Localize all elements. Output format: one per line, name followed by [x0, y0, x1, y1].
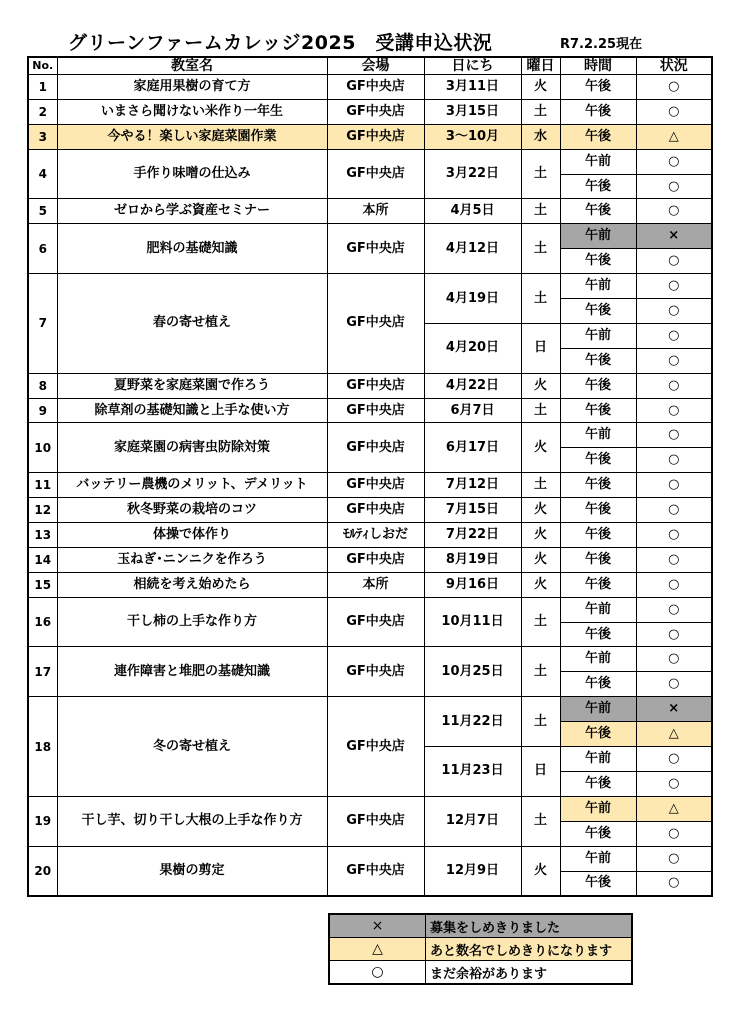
- course-time: 午前: [560, 149, 636, 174]
- course-venue: ﾓﾙﾃｨしおだ: [327, 523, 424, 548]
- status-mark: ○: [636, 572, 712, 597]
- course-weekday: 火: [521, 523, 560, 548]
- course-venue: GF中央店: [327, 274, 424, 374]
- course-date: 3～10月: [424, 124, 521, 149]
- legend-row: [329, 961, 632, 985]
- course-name: 手作り味噌の仕込み: [57, 149, 327, 199]
- course-date: 3月15日: [424, 99, 521, 124]
- table-row: [28, 498, 712, 523]
- course-name: 秋冬野菜の栽培のコツ: [57, 498, 327, 523]
- course-date: 4月20日: [424, 323, 521, 373]
- course-time: 午後: [560, 398, 636, 423]
- course-weekday: 土: [521, 274, 560, 324]
- course-date: 7月12日: [424, 473, 521, 498]
- course-date: 6月7日: [424, 398, 521, 423]
- course-name: 今やる！楽しい家庭菜園作業: [57, 124, 327, 149]
- header-status: 状況: [636, 57, 712, 75]
- course-no: 4: [28, 149, 57, 199]
- course-venue: GF中央店: [327, 224, 424, 274]
- course-date: 4月12日: [424, 224, 521, 274]
- table-row: [28, 846, 712, 871]
- course-date: 12月7日: [424, 796, 521, 846]
- table-row: [28, 572, 712, 597]
- course-date: 4月19日: [424, 274, 521, 324]
- table-row: [28, 75, 712, 100]
- legend-body: [329, 914, 632, 984]
- table-row: [28, 523, 712, 548]
- course-weekday: 火: [521, 846, 560, 896]
- course-name: 肥料の基礎知識: [57, 224, 327, 274]
- course-weekday: 火: [521, 423, 560, 473]
- status-mark: ○: [636, 398, 712, 423]
- course-time: 午後: [560, 498, 636, 523]
- course-time: 午後: [560, 473, 636, 498]
- header-weekday: 曜日: [521, 57, 560, 75]
- table-row: [28, 274, 712, 299]
- course-time: 午後: [560, 199, 636, 224]
- course-no: 11: [28, 473, 57, 498]
- course-weekday: 土: [521, 199, 560, 224]
- status-mark: △: [636, 124, 712, 149]
- course-time: 午前: [560, 274, 636, 299]
- legend-symbol: △: [329, 938, 426, 961]
- schedule-table: [27, 56, 713, 897]
- course-date: 4月5日: [424, 199, 521, 224]
- course-weekday: 火: [521, 373, 560, 398]
- course-time: 午後: [560, 572, 636, 597]
- course-venue: GF中央店: [327, 99, 424, 124]
- table-row: [28, 473, 712, 498]
- course-date: 7月22日: [424, 523, 521, 548]
- status-mark: ○: [636, 597, 712, 622]
- table-row: [28, 99, 712, 124]
- course-date: 3月22日: [424, 149, 521, 199]
- course-time: 午後: [560, 174, 636, 199]
- course-weekday: 水: [521, 124, 560, 149]
- course-time: 午後: [560, 722, 636, 747]
- status-mark: ○: [636, 249, 712, 274]
- course-name: 相続を考え始めたら: [57, 572, 327, 597]
- status-mark: ○: [636, 448, 712, 473]
- course-no: 14: [28, 547, 57, 572]
- course-venue: GF中央店: [327, 373, 424, 398]
- course-weekday: 火: [521, 498, 560, 523]
- course-date: 10月25日: [424, 647, 521, 697]
- course-name: 干し柿の上手な作り方: [57, 597, 327, 647]
- course-name: 家庭用果樹の育て方: [57, 75, 327, 100]
- table-row: [28, 199, 712, 224]
- status-mark: ○: [636, 274, 712, 299]
- legend-text: まだ余裕があります: [426, 961, 633, 985]
- course-weekday: 土: [521, 149, 560, 199]
- course-venue: GF中央店: [327, 75, 424, 100]
- course-weekday: 土: [521, 473, 560, 498]
- course-time: 午前: [560, 846, 636, 871]
- course-venue: 本所: [327, 199, 424, 224]
- course-date: 7月15日: [424, 498, 521, 523]
- course-time: 午後: [560, 771, 636, 796]
- course-venue: GF中央店: [327, 423, 424, 473]
- page-title: グリーンファームカレッジ2025 受講申込状況: [68, 32, 493, 54]
- status-mark: ○: [636, 373, 712, 398]
- course-time: 午前: [560, 224, 636, 249]
- course-weekday: 土: [521, 224, 560, 274]
- course-time: 午前: [560, 647, 636, 672]
- status-mark: ○: [636, 99, 712, 124]
- status-mark: ○: [636, 348, 712, 373]
- course-time: 午後: [560, 871, 636, 896]
- course-time: 午前: [560, 697, 636, 722]
- header-venue: 会場: [327, 57, 424, 75]
- table-row: [28, 373, 712, 398]
- course-no: 19: [28, 796, 57, 846]
- legend-table: [328, 913, 633, 985]
- course-name: 家庭菜園の病害虫防除対策: [57, 423, 327, 473]
- table-row: [28, 398, 712, 423]
- status-mark: ○: [636, 747, 712, 772]
- status-mark: ○: [636, 871, 712, 896]
- course-time: 午後: [560, 523, 636, 548]
- course-venue: GF中央店: [327, 647, 424, 697]
- course-weekday: 火: [521, 572, 560, 597]
- course-time: 午後: [560, 299, 636, 324]
- course-no: 20: [28, 846, 57, 896]
- status-mark: ×: [636, 697, 712, 722]
- course-no: 18: [28, 697, 57, 797]
- course-weekday: 土: [521, 99, 560, 124]
- course-time: 午後: [560, 75, 636, 100]
- course-no: 1: [28, 75, 57, 100]
- course-name: いまさら聞けない米作り一年生: [57, 99, 327, 124]
- course-no: 16: [28, 597, 57, 647]
- course-venue: GF中央店: [327, 796, 424, 846]
- course-date: 12月9日: [424, 846, 521, 896]
- header-time: 時間: [560, 57, 636, 75]
- course-venue: GF中央店: [327, 547, 424, 572]
- course-no: 6: [28, 224, 57, 274]
- course-no: 2: [28, 99, 57, 124]
- table-row: [28, 796, 712, 821]
- legend-row: [329, 914, 632, 938]
- course-name: 連作障害と堆肥の基礎知識: [57, 647, 327, 697]
- status-mark: ○: [636, 647, 712, 672]
- course-date: 11月23日: [424, 747, 521, 797]
- course-date: 4月22日: [424, 373, 521, 398]
- course-time: 午後: [560, 249, 636, 274]
- legend-row: [329, 938, 632, 961]
- course-date: 9月16日: [424, 572, 521, 597]
- course-name: ゼロから学ぶ資産セミナー: [57, 199, 327, 224]
- course-time: 午後: [560, 547, 636, 572]
- course-name: 干し芋、切り干し大根の上手な作り方: [57, 796, 327, 846]
- status-mark: ○: [636, 622, 712, 647]
- status-mark: ○: [636, 149, 712, 174]
- status-mark: △: [636, 722, 712, 747]
- course-venue: GF中央店: [327, 597, 424, 647]
- course-name: バッテリー農機のメリット、デメリット: [57, 473, 327, 498]
- course-no: 10: [28, 423, 57, 473]
- course-weekday: 日: [521, 747, 560, 797]
- table-row: [28, 423, 712, 448]
- course-time: 午前: [560, 423, 636, 448]
- course-time: 午前: [560, 747, 636, 772]
- status-mark: △: [636, 796, 712, 821]
- course-name: 玉ねぎ･ニンニクを作ろう: [57, 547, 327, 572]
- course-name: 冬の寄せ植え: [57, 697, 327, 797]
- course-no: 12: [28, 498, 57, 523]
- course-time: 午後: [560, 821, 636, 846]
- course-no: 15: [28, 572, 57, 597]
- table-header-row: [28, 57, 712, 75]
- course-weekday: 日: [521, 323, 560, 373]
- course-date: 8月19日: [424, 547, 521, 572]
- course-name: 春の寄せ植え: [57, 274, 327, 374]
- status-mark: ○: [636, 523, 712, 548]
- course-weekday: 土: [521, 398, 560, 423]
- table-row: [28, 124, 712, 149]
- legend-symbol: ○: [329, 961, 426, 985]
- legend-text: あと数名でしめきりになります: [426, 938, 633, 961]
- legend-symbol: ×: [329, 914, 426, 938]
- header-no: No.: [28, 57, 57, 75]
- course-venue: GF中央店: [327, 473, 424, 498]
- course-weekday: 土: [521, 796, 560, 846]
- course-time: 午後: [560, 99, 636, 124]
- status-mark: ○: [636, 473, 712, 498]
- course-venue: GF中央店: [327, 149, 424, 199]
- as-of-date: R7.2.25現在: [560, 37, 643, 52]
- course-date: 3月11日: [424, 75, 521, 100]
- header-classroom: 教室名: [57, 57, 327, 75]
- course-name: 除草剤の基礎知識と上手な使い方: [57, 398, 327, 423]
- legend-text: 募集をしめきりました: [426, 914, 633, 938]
- status-mark: ○: [636, 498, 712, 523]
- header-date: 日にち: [424, 57, 521, 75]
- course-time: 午前: [560, 796, 636, 821]
- course-venue: GF中央店: [327, 398, 424, 423]
- course-time: 午後: [560, 672, 636, 697]
- status-mark: ○: [636, 547, 712, 572]
- status-mark: ○: [636, 821, 712, 846]
- course-venue: 本所: [327, 572, 424, 597]
- table-row: [28, 697, 712, 722]
- status-mark: ○: [636, 672, 712, 697]
- course-date: 11月22日: [424, 697, 521, 747]
- course-weekday: 土: [521, 647, 560, 697]
- course-time: 午後: [560, 622, 636, 647]
- status-mark: ○: [636, 846, 712, 871]
- course-date: 6月17日: [424, 423, 521, 473]
- course-venue: GF中央店: [327, 498, 424, 523]
- course-no: 13: [28, 523, 57, 548]
- status-mark: ○: [636, 199, 712, 224]
- course-venue: GF中央店: [327, 846, 424, 896]
- status-mark: ○: [636, 75, 712, 100]
- status-mark: ×: [636, 224, 712, 249]
- schedule-body: [28, 75, 712, 897]
- status-mark: ○: [636, 423, 712, 448]
- table-row: [28, 647, 712, 672]
- course-no: 5: [28, 199, 57, 224]
- course-no: 3: [28, 124, 57, 149]
- course-time: 午前: [560, 323, 636, 348]
- course-time: 午後: [560, 448, 636, 473]
- course-weekday: 火: [521, 75, 560, 100]
- status-mark: ○: [636, 174, 712, 199]
- course-no: 17: [28, 647, 57, 697]
- course-venue: GF中央店: [327, 697, 424, 797]
- table-row: [28, 547, 712, 572]
- course-time: 午前: [560, 597, 636, 622]
- status-mark: ○: [636, 299, 712, 324]
- course-time: 午後: [560, 373, 636, 398]
- table-row: [28, 224, 712, 249]
- course-name: 体操で体作り: [57, 523, 327, 548]
- table-row: [28, 597, 712, 622]
- course-time: 午後: [560, 124, 636, 149]
- course-no: 9: [28, 398, 57, 423]
- course-weekday: 土: [521, 697, 560, 747]
- status-mark: ○: [636, 771, 712, 796]
- course-venue: GF中央店: [327, 124, 424, 149]
- course-weekday: 土: [521, 597, 560, 647]
- course-name: 夏野菜を家庭菜園で作ろう: [57, 373, 327, 398]
- status-mark: ○: [636, 323, 712, 348]
- course-no: 8: [28, 373, 57, 398]
- course-name: 果樹の剪定: [57, 846, 327, 896]
- course-weekday: 火: [521, 547, 560, 572]
- table-row: [28, 149, 712, 174]
- course-date: 10月11日: [424, 597, 521, 647]
- course-time: 午後: [560, 348, 636, 373]
- course-no: 7: [28, 274, 57, 374]
